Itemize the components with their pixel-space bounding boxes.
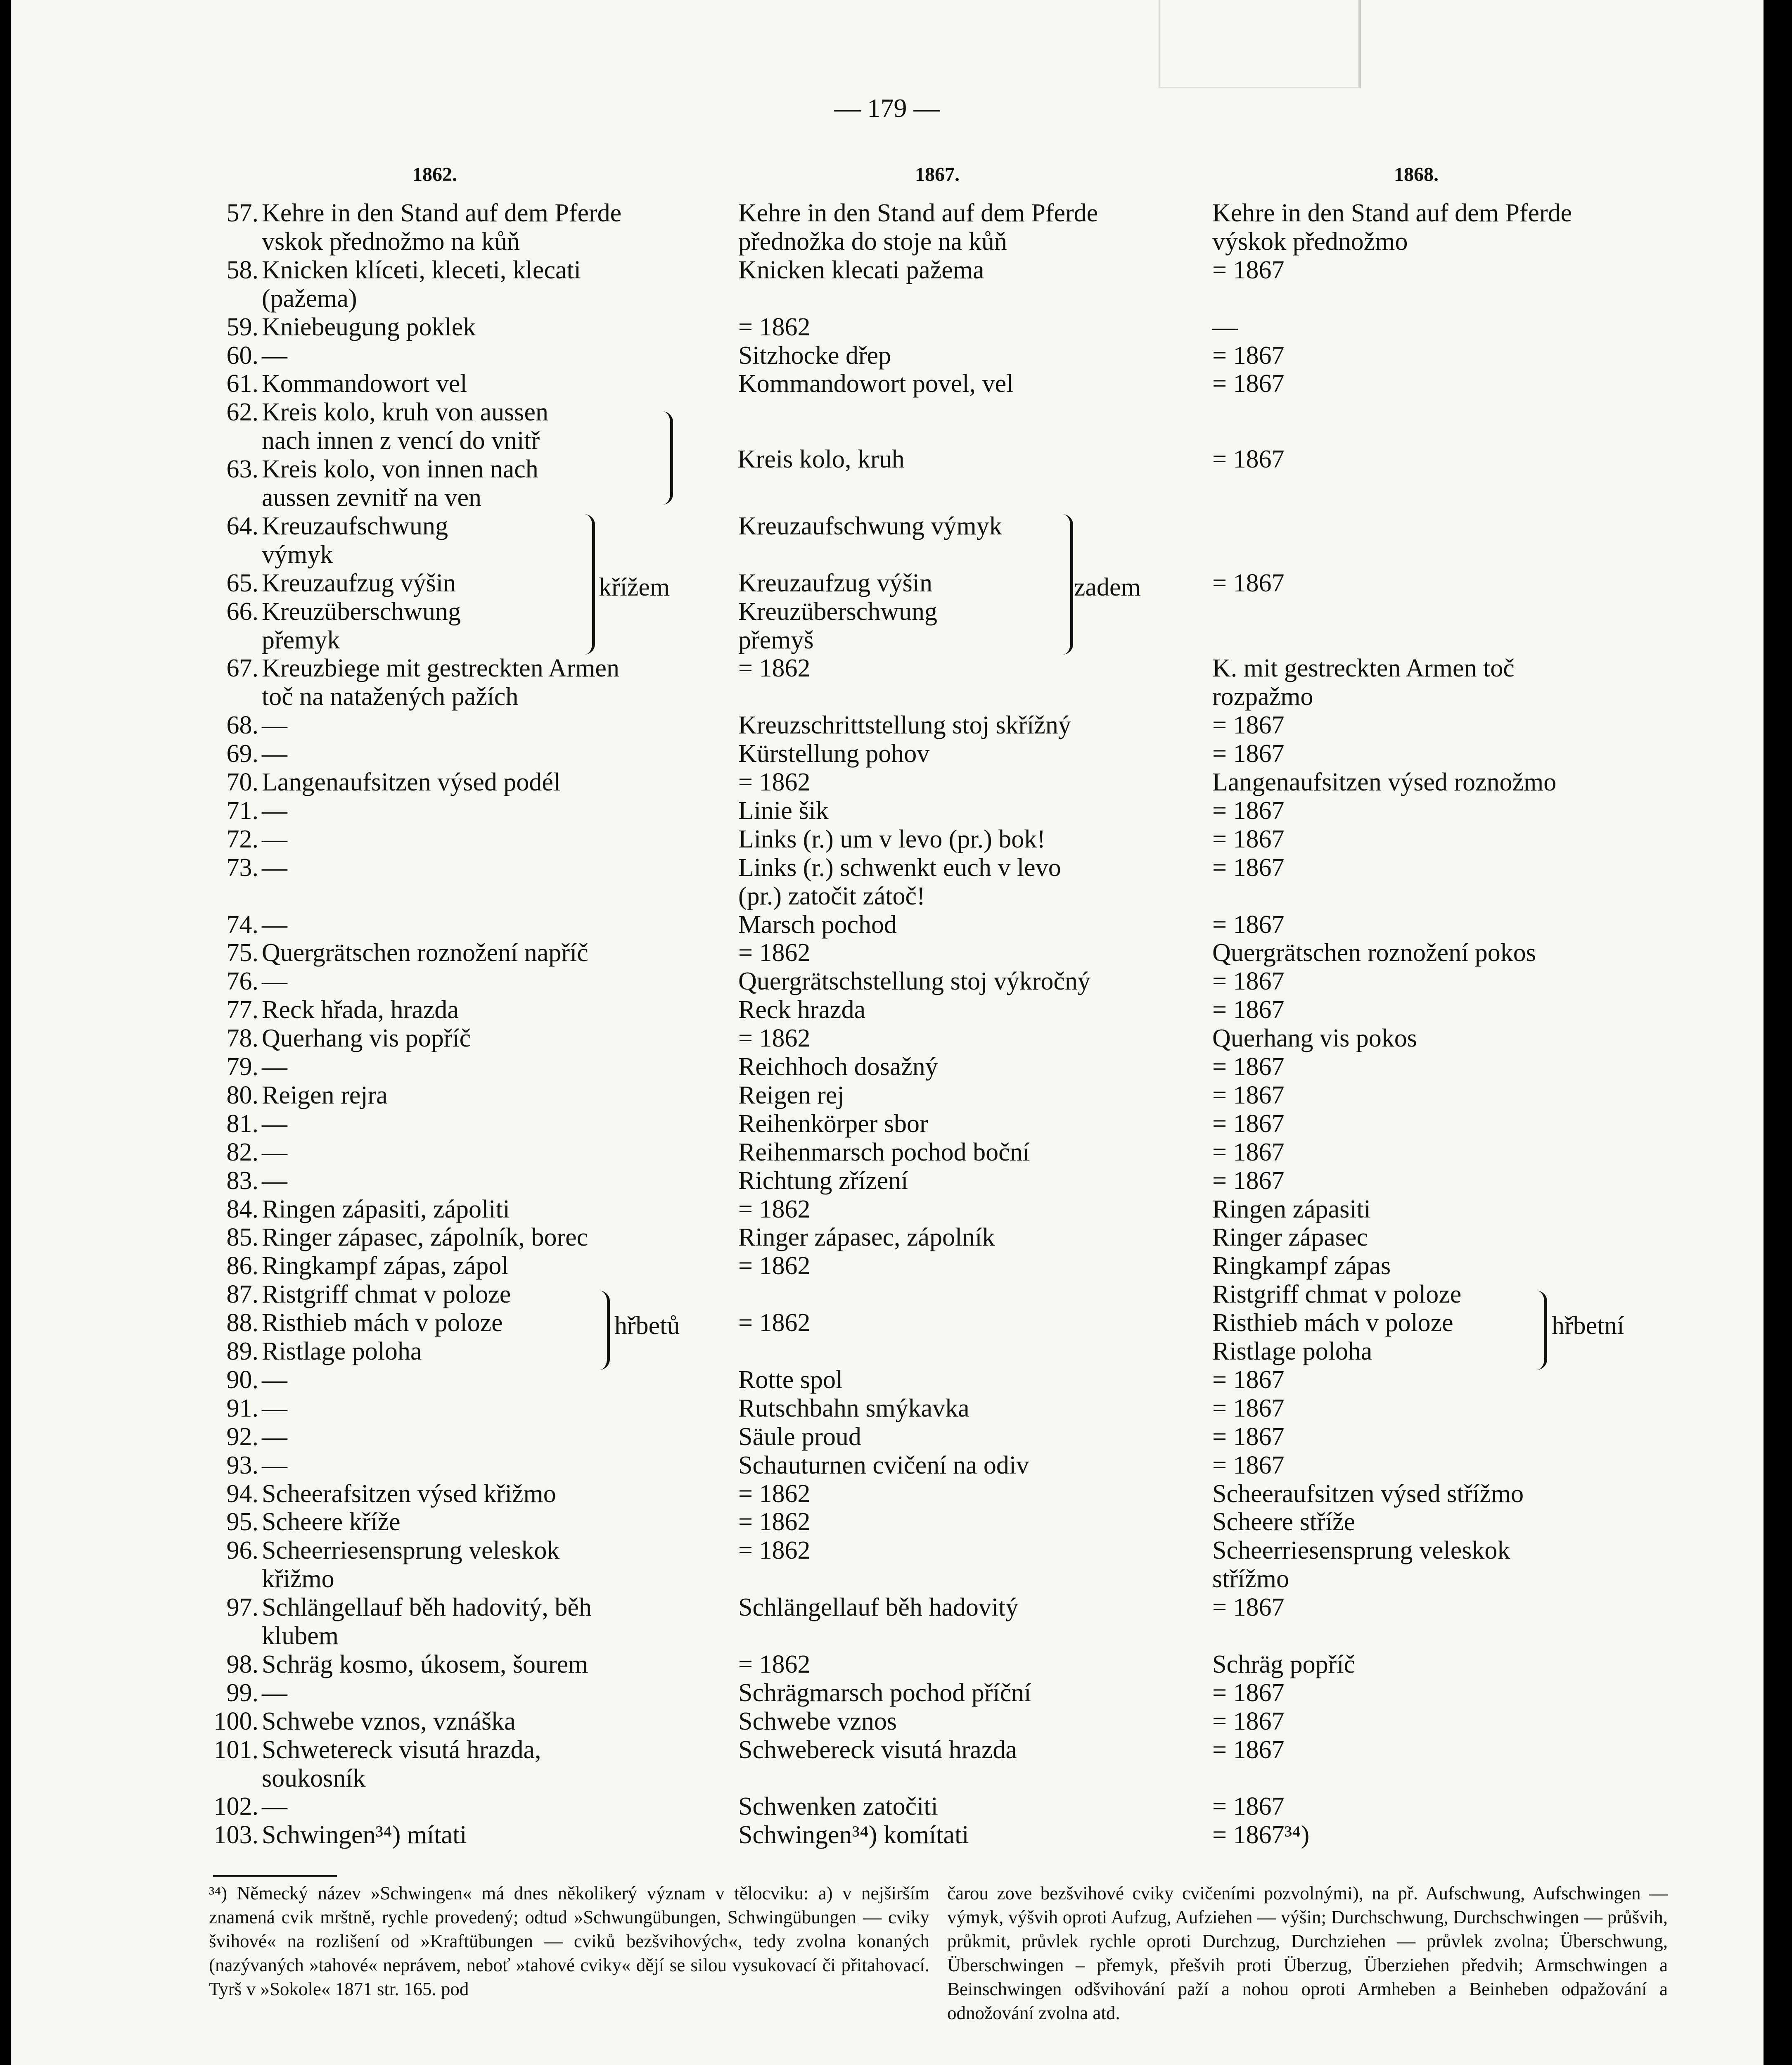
term-1868: = 1867 (1212, 1792, 1285, 1821)
brace-kreis (661, 411, 673, 505)
term-1867: Linie šik (738, 797, 829, 825)
entry-number: 84. (226, 1195, 258, 1223)
term-1862: Risthieb mách v poloze (262, 1309, 503, 1337)
term-1862: Scheerriesensprung veleskok (262, 1536, 560, 1564)
term-1862: Querhang vis popříč (262, 1024, 471, 1052)
year-header-1862: 1862. (412, 164, 457, 185)
group-hrbetu: hřbetů (614, 1312, 680, 1340)
term-1868: = 1867 (1212, 854, 1285, 882)
entry-number: 62. (226, 398, 258, 426)
term-1868: = 1867 (1212, 342, 1285, 370)
term-1862: — (262, 711, 287, 739)
term-1867: = 1862 (738, 654, 811, 682)
term-1867: = 1862 (738, 1480, 811, 1508)
term-1862: soukosník (262, 1764, 366, 1792)
term-1868: = 1867 (1212, 1593, 1285, 1621)
term-1862: Kreuzbiege mit gestreckten Armen (262, 654, 619, 682)
footnote-left: ³⁴) Německý název »Schwingen« má dnes několikerý význam v tělocviku: a) v nejširším znamená cvik mrštně, rychle provedený; odtud »Schwungübungen, Schwingübungen — cviky švihové« na rozlišení od »Kraftübungen — cviků bezšvihových«, tedy zvolna konaných (nazývaných »tahové« neprávem, neboť »tahové cviky« dějí se silou vysukovací či přitahovací. Tyrš v »Sokole« 1871 str. 165. pod (209, 1883, 929, 1999)
term-1867: Reck hrazda (738, 996, 866, 1024)
term-1867: = 1862 (738, 1024, 811, 1052)
term-1868: K. mit gestreckten Armen toč (1212, 654, 1515, 682)
term-1867: Schwebereck visutá hrazda (738, 1736, 1017, 1764)
term-1862: Kehre in den Stand auf dem Pferde (262, 199, 622, 227)
term-1868: = 1867 (1212, 1081, 1285, 1109)
entry-number: 99. (226, 1679, 258, 1707)
entry-number: 103. (213, 1821, 258, 1849)
entry-number: 70. (226, 768, 258, 796)
term-1862: — (262, 825, 287, 853)
term-1867: Reichhoch dosažný (738, 1053, 938, 1081)
term-1868: = 1867 (1212, 967, 1285, 995)
entry-number: 102. (213, 1792, 258, 1821)
term-1867: Schwenken zatočiti (738, 1792, 938, 1821)
term-1862: Schwetereck visutá hrazda, (262, 1736, 541, 1764)
brace-zadem (1059, 514, 1073, 655)
entry-number: 57. (226, 199, 258, 227)
term-1867: Kommandowort povel, vel (738, 370, 1014, 398)
entry-number: 67. (226, 654, 258, 682)
page-number: — 179 — (834, 93, 940, 123)
term-1862: Kreis kolo, kruh von aussen (262, 398, 548, 426)
term-1867: Marsch pochod (738, 911, 897, 939)
term-1862: — (262, 1366, 287, 1394)
term-1862: — (262, 967, 287, 995)
term-1862: Kreis kolo, von innen nach (262, 455, 538, 483)
term-1862: Reck hřada, hrazda (262, 996, 459, 1024)
entry-number: 94. (226, 1480, 258, 1508)
term-1868: = 1867 (1212, 1679, 1285, 1707)
term-1867: = 1862 (738, 1650, 811, 1678)
term-1867: Kreuzüberschwung (738, 598, 938, 626)
term-1867: Kreuzschrittstellung stoj skřížný (738, 711, 1071, 739)
term-1862: toč na natažených pažích (262, 683, 519, 711)
term-1868: = 1867 (1212, 1138, 1285, 1166)
entry-number: 66. (226, 598, 258, 626)
term-1868: = 1867 (1212, 740, 1285, 768)
term-1862: Ristgriff chmat v poloze (262, 1280, 511, 1308)
term-1867: Reigen rej (738, 1081, 844, 1109)
group-hrbetni: hřbetní (1552, 1312, 1624, 1340)
entry-number: 101. (213, 1736, 258, 1764)
term-1862: — (262, 1792, 287, 1821)
term-1868: Ristgriff chmat v poloze (1212, 1280, 1462, 1308)
term-1867: Rotte spol (738, 1366, 843, 1394)
page (11, 0, 1764, 2065)
term-1867: Schwingen³⁴) komítati (738, 1821, 969, 1849)
entry-number: 91. (226, 1394, 258, 1422)
entry-number: 98. (226, 1650, 258, 1678)
term-1867: Reihenmarsch pochod boční (738, 1138, 1030, 1166)
term-1868: Ringkampf zápas (1212, 1252, 1391, 1280)
term-1868: Ringen zápasiti (1212, 1195, 1371, 1223)
term-1867: = 1862 (738, 1252, 811, 1280)
term-1862: — (262, 797, 287, 825)
folded-corner (1159, 0, 1361, 88)
entry-number: 68. (226, 711, 258, 739)
group-zadem: zadem (1074, 573, 1141, 601)
term-1867: = 1862 (738, 1536, 811, 1564)
term-1868: = 1867 (1212, 1053, 1285, 1081)
entry-number: 77. (226, 996, 258, 1024)
term-1868: Schräg popříč (1212, 1650, 1356, 1678)
term-1868: = 1867 (1212, 256, 1285, 284)
term-1868: Scheeraufsitzen výsed střížmo (1212, 1480, 1524, 1508)
term-1867: Kürstellung pohov (738, 740, 930, 768)
term-1862: Kreuzaufzug výšin (262, 569, 456, 597)
term-1868: Scheere stříže (1212, 1508, 1355, 1536)
term-1862: — (262, 1394, 287, 1422)
term-1862: vskok přednožmo na kůň (262, 228, 520, 256)
entry-number: 78. (226, 1024, 258, 1052)
term-1868: Ristlage poloha (1212, 1337, 1372, 1365)
term-1867: = 1862 (738, 1309, 811, 1337)
term-1862: Kreuzaufschwung (262, 512, 448, 540)
entry-number: 96. (226, 1536, 258, 1564)
term-1868: = 1867 (1212, 797, 1285, 825)
entry-number: 93. (226, 1451, 258, 1479)
term-1868: = 1867 (1212, 1736, 1285, 1764)
term-1868: = 1867 (1212, 1366, 1285, 1394)
term-1867: Quergrätschstellung stoj výkročný (738, 967, 1090, 995)
term-1862: křižmo (262, 1565, 334, 1593)
term-1868: = 1867³⁴) (1212, 1821, 1310, 1849)
entry-number: 60. (226, 342, 258, 370)
brace-hrbetni (1534, 1291, 1547, 1370)
entry-number: 65. (226, 569, 258, 597)
entry-number: 82. (226, 1138, 258, 1166)
term-1867: přemyš (738, 626, 814, 654)
term-1867: Säule proud (738, 1423, 861, 1451)
term-1868: — (1212, 313, 1238, 341)
term-1862: Kommandowort vel (262, 370, 467, 398)
term-1867: Knicken klecati pažema (738, 256, 984, 284)
term-1868: = 1867 (1212, 1451, 1285, 1479)
year-header-1868: 1868. (1394, 164, 1439, 185)
term-1868: = 1867 (1212, 370, 1285, 398)
footnote-rule (213, 1875, 337, 1877)
year-header-1867: 1867. (915, 164, 960, 185)
entry-number: 75. (226, 939, 258, 967)
term-1862: Ristlage poloha (262, 1337, 422, 1365)
term-1862: Quergrätschen roznožení napříč (262, 939, 588, 967)
term-1862: Schräg kosmo, úkosem, šourem (262, 1650, 588, 1678)
entry-number: 63. (226, 455, 258, 483)
term-1862: Schwingen³⁴) mítati (262, 1821, 467, 1849)
term-1867: Links (r.) schwenkt euch v levo (738, 854, 1061, 882)
term-1868: = 1867 (1212, 825, 1285, 853)
term-1862: — (262, 1451, 287, 1479)
footnote-right: čarou zove bezšvihové cviky cvičeními pozvolnými), na př. Aufschwung, Aufschwingen — výmyk, výšvih oproti Aufzug, Aufziehen — výšin; Durchschwung, Durchschwingen — průšvih, průkmit, průvlek rychle oproti Durchzug, Durchziehen — průvlek zvolna; Überschwung, Überschwingen – přemyk, přešvih proti Überzug, Überziehen předvih; Armschwingen a Beinschwingen odšvihování paží a nohou oproti Armheben a Beinheben odpažování a odnožování zvolna atd. (947, 1883, 1668, 2023)
term-1868: = 1867 (1212, 1707, 1285, 1735)
term-1868: Risthieb mách v poloze (1212, 1309, 1453, 1337)
term-1862: Scheerafsitzen výsed křižmo (262, 1480, 556, 1508)
term-1867: Schrägmarsch pochod příční (738, 1679, 1031, 1707)
term-1862: — (262, 740, 287, 768)
term-1862: — (262, 854, 287, 882)
entry-number: 58. (226, 256, 258, 284)
term-1868: Querhang vis pokos (1212, 1024, 1417, 1052)
term-1862: — (262, 1423, 287, 1451)
group-krizem: křížem (599, 573, 670, 601)
term-1862: Schwebe vznos, vznáška (262, 1707, 516, 1735)
entry-number: 80. (226, 1081, 258, 1109)
term-1862: — (262, 1110, 287, 1138)
term-1867: Schwebe vznos (738, 1707, 897, 1735)
term-1868: Langenaufsitzen výsed roznožmo (1212, 768, 1557, 796)
term-1862: — (262, 1138, 287, 1166)
term-1867: = 1862 (738, 1195, 811, 1223)
term-1867: Rutschbahn smýkavka (738, 1394, 969, 1422)
entry-number: 88. (226, 1309, 258, 1337)
term-1862: Ringkampf zápas, zápol (262, 1252, 509, 1280)
term-1868: = 1867 (1212, 569, 1285, 597)
term-1868: Scheerriesensprung veleskok (1212, 1536, 1510, 1564)
term-1868: výskok přednožmo (1212, 228, 1408, 256)
entry-number: 90. (226, 1366, 258, 1394)
term-1868: = 1867 (1212, 996, 1285, 1024)
term-1867: = 1862 (738, 313, 811, 341)
entry-number: 83. (226, 1167, 258, 1195)
term-1862: Reigen rejra (262, 1081, 388, 1109)
entry-number: 71. (226, 797, 258, 825)
entry-number: 79. (226, 1053, 258, 1081)
term-1867: = 1862 (738, 1508, 811, 1536)
entry-number: 89. (226, 1337, 258, 1365)
term-1862: Langenaufsitzen výsed podél (262, 768, 561, 796)
term-1868: rozpažmo (1212, 683, 1313, 711)
term-1862: (pažema) (262, 285, 357, 313)
entry-number: 76. (226, 967, 258, 995)
term-1867: Schauturnen cvičení na odiv (738, 1451, 1029, 1479)
entry-number: 74. (226, 911, 258, 939)
entry-number: 81. (226, 1110, 258, 1138)
entry-number: 61. (226, 370, 258, 398)
term-1862: nach innen z vencí do vnitř (262, 427, 540, 455)
entry-number: 95. (226, 1508, 258, 1536)
entry-number: 97. (226, 1593, 258, 1621)
term-1868: Ringer zápasec (1212, 1223, 1368, 1251)
term-1867: Links (r.) um v levo (pr.) bok! (738, 825, 1045, 853)
term-1868: = 1867 (1212, 1394, 1285, 1422)
term-1868: Kehre in den Stand auf dem Pferde (1212, 199, 1572, 227)
term-1867: (pr.) zatočit zátoč! (738, 882, 925, 910)
entry-number: 72. (226, 825, 258, 853)
term-1862: — (262, 1679, 287, 1707)
entry-number: 92. (226, 1423, 258, 1451)
term-1862: — (262, 1053, 287, 1081)
term-1868: Quergrätschen roznožení pokos (1212, 939, 1536, 967)
term-1867: = 1862 (738, 768, 811, 796)
term-1862: — (262, 342, 287, 370)
term-1868: = 1867 (1212, 711, 1285, 739)
term-1868: = 1867 (1212, 1423, 1285, 1451)
term-1862: Schlängellauf běh hadovitý, běh (262, 1593, 592, 1621)
term-1867: Richtung zřízení (738, 1167, 908, 1195)
term-1867: Kehre in den Stand auf dem Pferde (738, 199, 1098, 227)
entry-number: 69. (226, 740, 258, 768)
term-1862: výmyk (262, 541, 333, 569)
entry-number: 64. (226, 512, 258, 540)
term-1867: Kreuzaufschwung výmyk (738, 512, 1002, 540)
term-1862: Kniebeugung poklek (262, 313, 476, 341)
brace-krizem (581, 514, 595, 655)
group-kreis-1868: = 1867 (1212, 445, 1285, 473)
term-1867: Ringer zápasec, zápolník (738, 1223, 995, 1251)
term-1867: přednožka do stoje na kůň (738, 228, 1007, 256)
term-1862: Scheere kříže (262, 1508, 401, 1536)
term-1867: Sitzhocke dřep (738, 342, 891, 370)
term-1867: = 1862 (738, 939, 811, 967)
brace-hrbetu (596, 1291, 610, 1370)
term-1862: aussen zevnitř na ven (262, 484, 481, 512)
term-1862: Ringen zápasiti, zápoliti (262, 1195, 510, 1223)
term-1867: Reihenkörper sbor (738, 1110, 928, 1138)
term-1867: Schlängellauf běh hadovitý (738, 1593, 1019, 1621)
entry-number: 87. (226, 1280, 258, 1308)
entry-number: 73. (226, 854, 258, 882)
term-1868: = 1867 (1212, 911, 1285, 939)
entry-number: 100. (213, 1707, 258, 1735)
entry-number: 59. (226, 313, 258, 341)
term-1862: Knicken klíceti, kleceti, klecati (262, 256, 581, 284)
term-1862: — (262, 911, 287, 939)
term-1862: — (262, 1167, 287, 1195)
group-kreis-1867: Kreis kolo, kruh (737, 445, 905, 473)
term-1862: přemyk (262, 626, 340, 654)
term-1862: klubem (262, 1622, 339, 1650)
term-1868: = 1867 (1212, 1167, 1285, 1195)
term-1868: = 1867 (1212, 1110, 1285, 1138)
term-1867: Kreuzaufzug výšin (738, 569, 932, 597)
entry-number: 85. (226, 1223, 258, 1251)
term-1862: Kreuzüberschwung (262, 598, 461, 626)
term-1868: střížmo (1212, 1565, 1289, 1593)
entry-number: 86. (226, 1252, 258, 1280)
term-1862: Ringer zápasec, zápolník, borec (262, 1223, 588, 1251)
